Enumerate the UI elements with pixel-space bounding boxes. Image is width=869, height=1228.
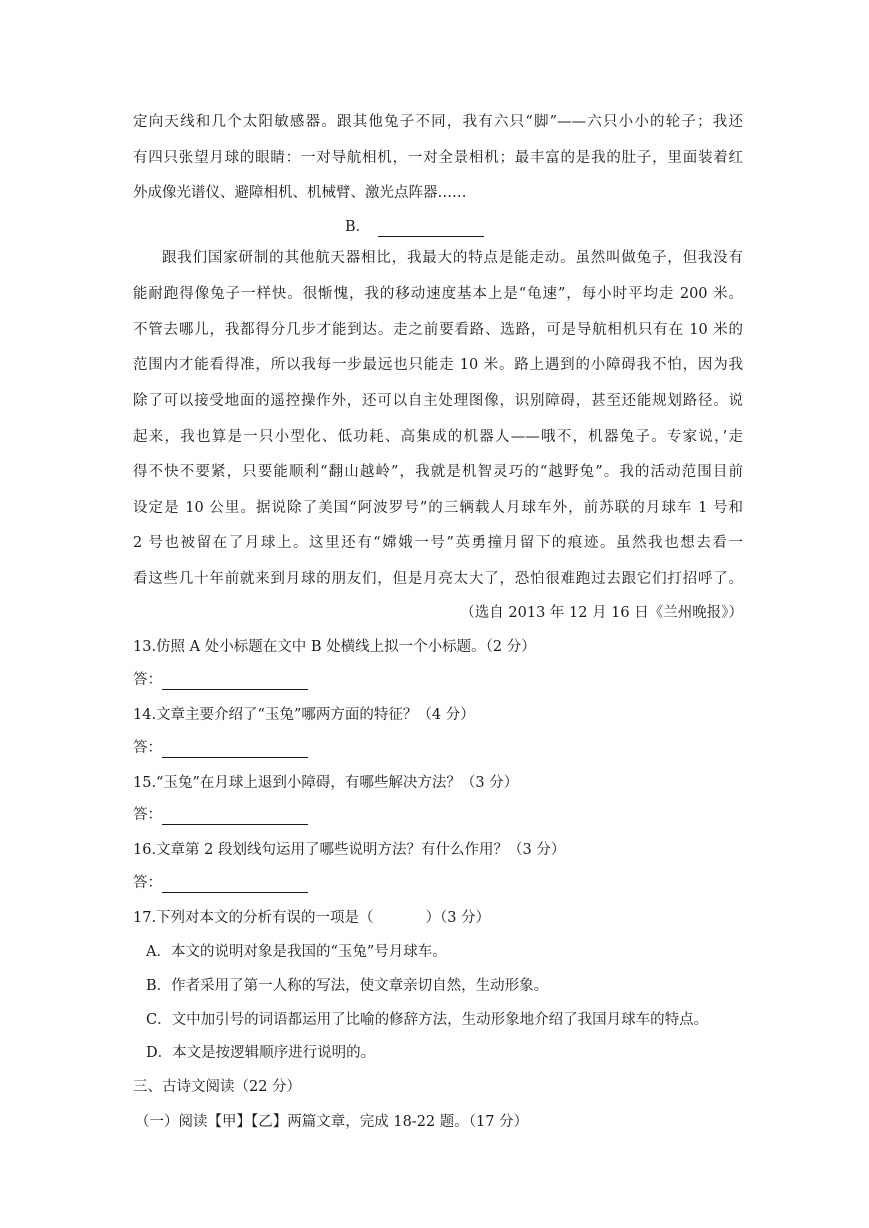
- answer-label: 答：: [133, 740, 162, 756]
- passage-line: 除了可以接受地面的遥控操作外，还可以自主处理图像，识别障碍，甚至还能规划路径。说: [133, 393, 743, 409]
- passage-line: 跟我们国家研制的其他航天器相比，我最大的特点是能走动。虽然叫做兔子，但我没有: [162, 250, 743, 266]
- passage-line: 得不快不要紧，只要能顺利“翻山越岭”，我就是机智灵巧的“越野兔”。我的活动范围目前: [133, 464, 743, 480]
- subheading-b: [345, 217, 869, 237]
- passage-line: 能耐跑得像兔子一样快。很惭愧，我的移动速度基本上是“龟速”，每小时平均走 200 米。: [133, 286, 743, 302]
- subheading-label: B．: [345, 219, 371, 235]
- answer-line: [133, 670, 743, 690]
- question-15: 15.“玉兔”在月球上退到小障碍，有哪些解决方法？（3 分）: [133, 775, 519, 791]
- answer-line: [133, 738, 743, 758]
- source-citation: （选自 2013 年 12 月 16 日《兰州晚报》）: [460, 605, 743, 621]
- answer-blank: [162, 673, 308, 690]
- answer-label: 答：: [133, 672, 162, 688]
- question-17: [133, 908, 743, 928]
- question-13: 13.仿照 A 处小标题在文中 B 处横线上拟一个小标题。（2 分）: [133, 639, 536, 655]
- option-b: B．作者采用了第一人称的写法，使文章亲切自然，生动形象。: [146, 978, 549, 994]
- passage-line: 有四只张望月球的眼睛：一对导航相机，一对全景相机；最丰富的是我的肚子，里面装着红: [133, 150, 743, 166]
- answer-blank: [162, 876, 308, 893]
- section-3-title: 三、古诗文阅读（22 分）: [133, 1079, 302, 1095]
- answer-label: 答：: [133, 875, 162, 891]
- passage-line: 定向天线和几个太阳敏感器。跟其他兔子不同，我有六只“脚”——六只小小的轮子；我还: [133, 114, 743, 130]
- question-16: 16.文章第 2 段划线句运用了哪些说明方法？有什么作用？（3 分）: [133, 842, 566, 858]
- answer-blank: [162, 808, 308, 825]
- passage-line: 外成像光谱仪、避障相机、机械臂、激光点阵器……: [133, 185, 467, 201]
- answer-blank: [162, 741, 308, 758]
- answer-label: 答：: [133, 807, 162, 823]
- subheading-blank: [378, 220, 484, 237]
- passage-line: 起来，我也算是一只小型化、低功耗、高集成的机器人——哦不，机器兔子。专家说，’走: [133, 429, 743, 445]
- passage-line: 2 号也被留在了月球上。这里还有“嫦娥一号”英勇撞月留下的痕迹。虽然我也想去看一: [133, 535, 743, 551]
- option-a: A．本文的说明对象是我国的“玉兔”号月球车。: [146, 944, 447, 960]
- passage-line: 范围内才能看得准，所以我每一步最远也只能走 10 米。路上遇到的小障碍我不怕，因为我: [133, 357, 743, 373]
- option-d: D．本文是按逻辑顺序进行说明的。: [146, 1045, 376, 1061]
- passage-line: 看这些几十年前就来到月球的朋友们，但是月亮太大了，恐怕很难跑过去跟它们打招呼了。: [133, 571, 743, 587]
- question-17-score: ）（3 分）: [425, 910, 491, 926]
- passage-line: 不管去哪儿，我都得分几步才能到达。走之前要看路、选路，可是导航相机只有在 10 米的: [133, 322, 743, 338]
- question-14: 14.文章主要介绍了“玉兔”哪两方面的特征？（4 分）: [133, 707, 475, 723]
- answer-line: [133, 805, 743, 825]
- option-c: C．文中加引号的词语都运用了比喻的修辞方法，生动形象地介绍了我国月球车的特点。: [146, 1012, 709, 1028]
- section-3-subtitle: （一）阅读【甲】【乙】两篇文章，完成 18-22 题。（17 分）: [135, 1114, 529, 1130]
- passage-line: 设定是 10 公里。据说除了美国“阿波罗号”的三辆载人月球车外，前苏联的月球车 1 号和: [133, 500, 743, 516]
- answer-line: [133, 873, 743, 893]
- question-17-stem: 17.下列对本文的分析有误的一项是（: [133, 910, 374, 926]
